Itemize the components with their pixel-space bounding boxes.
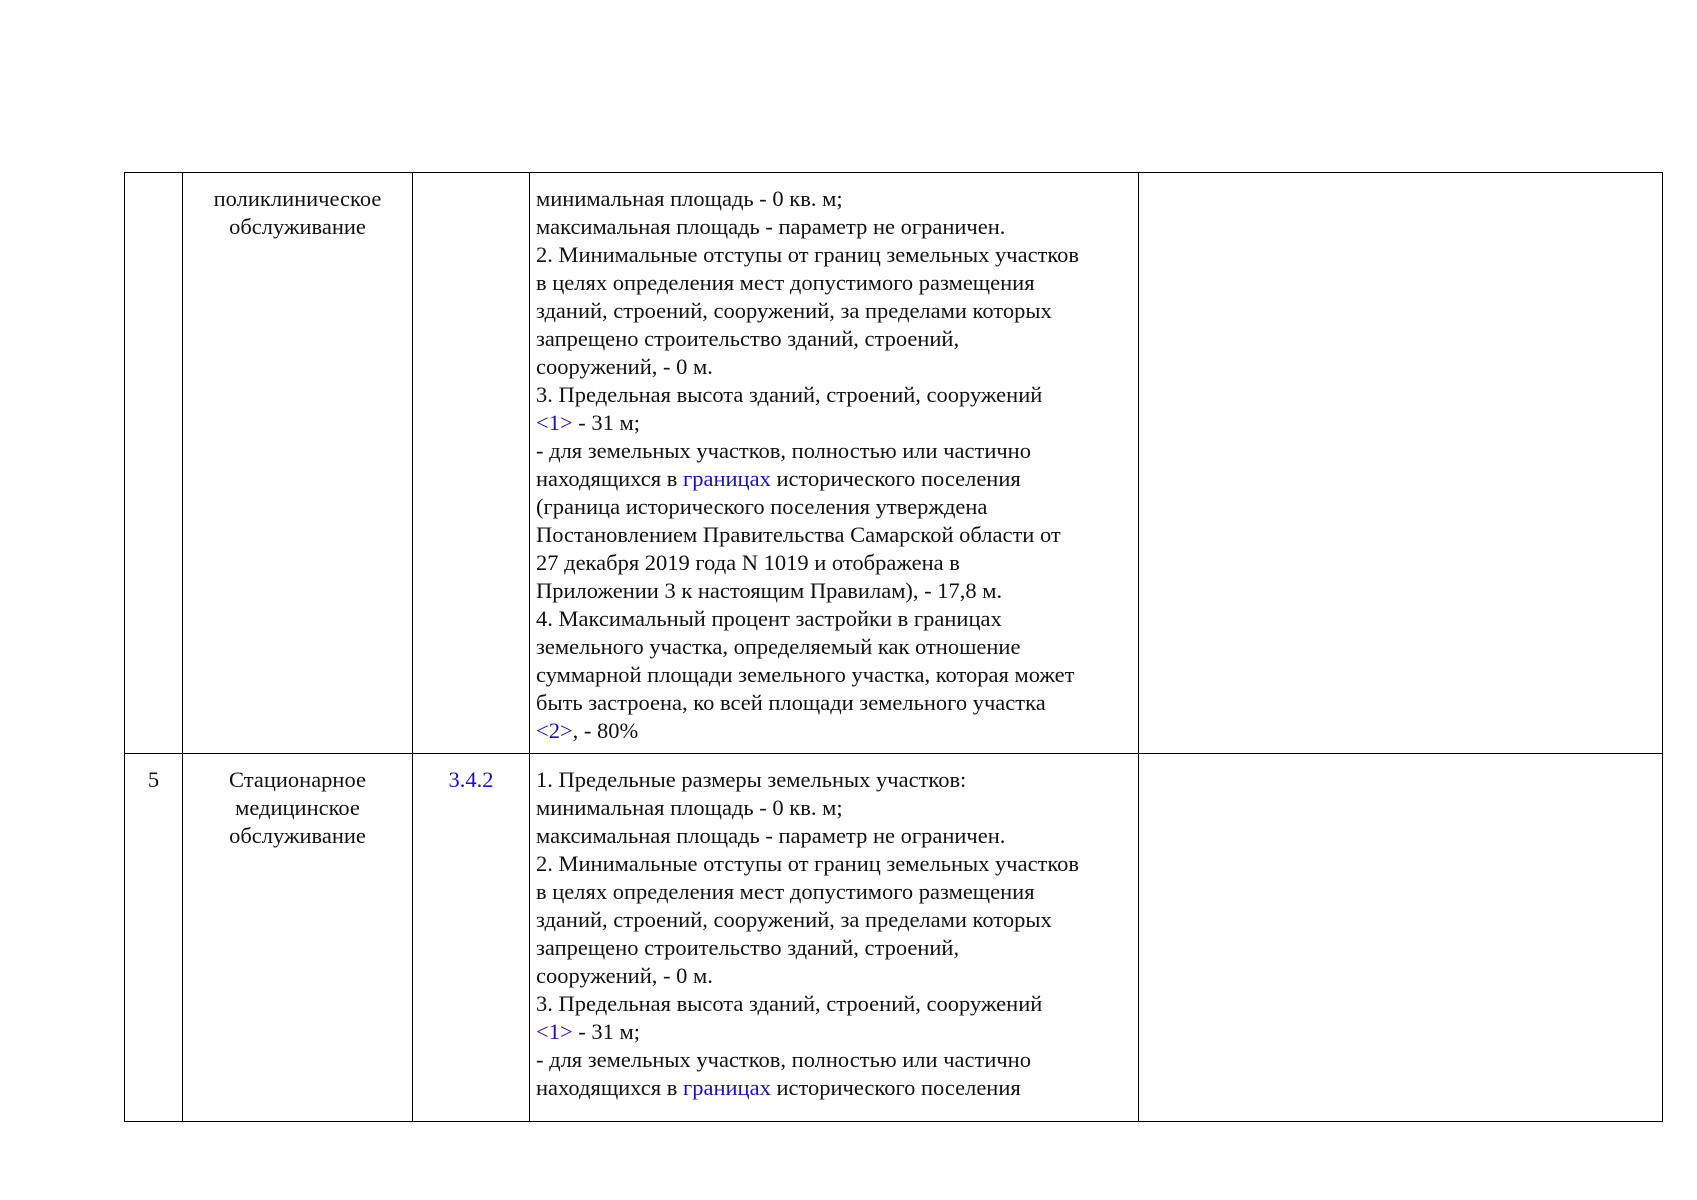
parameter-line <box>536 213 1132 241</box>
parameter-line <box>536 325 1132 353</box>
parameter-line <box>536 661 1132 689</box>
parameter-text: земельного участка, определяемый как отношение <box>536 634 1021 659</box>
footnote-link[interactable]: <2> <box>536 718 573 743</box>
parameter-line <box>536 409 1132 437</box>
parameter-line <box>536 437 1132 465</box>
parameter-line <box>536 822 1132 850</box>
parameter-line <box>536 962 1132 990</box>
parameter-text: Приложении 3 к настоящим Правилам), - 17,8 м. <box>536 578 1003 603</box>
notes-cell <box>1139 754 1663 1122</box>
parameter-line <box>536 381 1132 409</box>
parameter-line <box>536 1046 1132 1074</box>
parameter-line <box>536 549 1132 577</box>
use-type-name-line: обслуживание <box>229 823 366 848</box>
parameter-text: находящихся в <box>536 1075 683 1100</box>
parameter-line <box>536 850 1132 878</box>
parameter-line <box>536 353 1132 381</box>
parameter-line <box>536 906 1132 934</box>
parameter-line <box>536 878 1132 906</box>
parameter-text: - 31 м; <box>572 1019 640 1044</box>
parameter-line <box>536 493 1132 521</box>
parameter-text: исторического поселения <box>770 1075 1021 1100</box>
parameter-line <box>536 241 1132 269</box>
parameter-text: максимальная площадь - параметр не ограничен. <box>536 214 1006 239</box>
parameter-text: 3. Предельная высота зданий, строений, сооружений <box>536 991 1043 1016</box>
use-type-code-link[interactable]: 3.4.2 <box>448 767 494 792</box>
use-type-name-line: медицинское <box>235 795 360 820</box>
parameter-line <box>536 269 1132 297</box>
parameter-line <box>536 934 1132 962</box>
parameter-line <box>536 717 1132 745</box>
parameter-line <box>536 794 1132 822</box>
parameter-text: 3. Предельная высота зданий, строений, сооружений <box>536 382 1043 407</box>
parameter-text: зданий, строений, сооружений, за пределами которых <box>536 298 1052 323</box>
parameter-text: сооружений, - 0 м. <box>536 354 713 379</box>
parameter-text: в целях определения мест допустимого размещения <box>536 879 1035 904</box>
parameter-text: минимальная площадь - 0 кв. м; <box>536 186 843 211</box>
footnote-link[interactable]: <1> <box>536 1019 573 1044</box>
parameter-text: запрещено строительство зданий, строений, <box>536 935 960 960</box>
table-row <box>125 754 1663 1122</box>
parameter-text: - для земельных участков, полностью или частично <box>536 1047 1031 1072</box>
use-type-name-line: поликлиническое <box>213 186 382 211</box>
parameter-text: находящихся в <box>536 466 683 491</box>
parameter-text: 27 декабря 2019 года N 1019 и отображена в <box>536 550 960 575</box>
use-type-code <box>413 754 530 1122</box>
parameter-line <box>536 689 1132 717</box>
parameter-line <box>536 766 1132 794</box>
parameters-cell <box>530 173 1139 754</box>
parameter-line <box>536 577 1132 605</box>
regulations-table <box>124 172 1663 1122</box>
footnote-link[interactable]: границах <box>683 1075 771 1100</box>
parameter-text: запрещено строительство зданий, строений, <box>536 326 960 351</box>
parameter-line <box>536 297 1132 325</box>
parameter-text: 1. Предельные размеры земельных участков: <box>536 767 967 792</box>
parameter-text: - 31 м; <box>572 410 640 435</box>
row-number: 5 <box>125 754 183 1122</box>
parameter-text: в целях определения мест допустимого размещения <box>536 270 1035 295</box>
use-type-code <box>413 173 530 754</box>
parameter-line <box>536 605 1132 633</box>
use-type-name-line: Стационарное <box>229 767 366 792</box>
footnote-link[interactable]: границах <box>683 466 771 491</box>
parameter-line <box>536 1074 1132 1102</box>
row-number <box>125 173 183 754</box>
parameter-line <box>536 1018 1132 1046</box>
parameter-text: 4. Максимальный процент застройки в границах <box>536 606 1002 631</box>
parameter-line <box>536 990 1132 1018</box>
notes-cell <box>1139 173 1663 754</box>
parameter-text: быть застроена, ко всей площади земельного участка <box>536 690 1046 715</box>
use-type-name <box>183 754 413 1122</box>
footnote-link[interactable]: <1> <box>536 410 573 435</box>
parameter-text: - для земельных участков, полностью или частично <box>536 438 1031 463</box>
parameter-line <box>536 633 1132 661</box>
parameter-text: зданий, строений, сооружений, за пределами которых <box>536 907 1052 932</box>
parameter-text: , - 80% <box>572 718 639 743</box>
parameter-line <box>536 185 1132 213</box>
parameter-text: сооружений, - 0 м. <box>536 963 713 988</box>
parameter-text: максимальная площадь - параметр не ограничен. <box>536 823 1006 848</box>
parameter-text: (граница исторического поселения утверждена <box>536 494 988 519</box>
parameter-text: исторического поселения <box>770 466 1021 491</box>
parameter-text: суммарной площади земельного участка, которая может <box>536 662 1075 687</box>
use-type-name <box>183 173 413 754</box>
parameter-line <box>536 465 1132 493</box>
parameter-text: 2. Минимальные отступы от границ земельных участков <box>536 851 1080 876</box>
parameter-text: минимальная площадь - 0 кв. м; <box>536 795 843 820</box>
use-type-name-line: обслуживание <box>229 214 366 239</box>
parameters-cell <box>530 754 1139 1122</box>
table-row <box>125 173 1663 754</box>
parameter-line <box>536 521 1132 549</box>
parameter-text: Постановлением Правительства Самарской области от <box>536 522 1061 547</box>
parameter-text: 2. Минимальные отступы от границ земельных участков <box>536 242 1080 267</box>
